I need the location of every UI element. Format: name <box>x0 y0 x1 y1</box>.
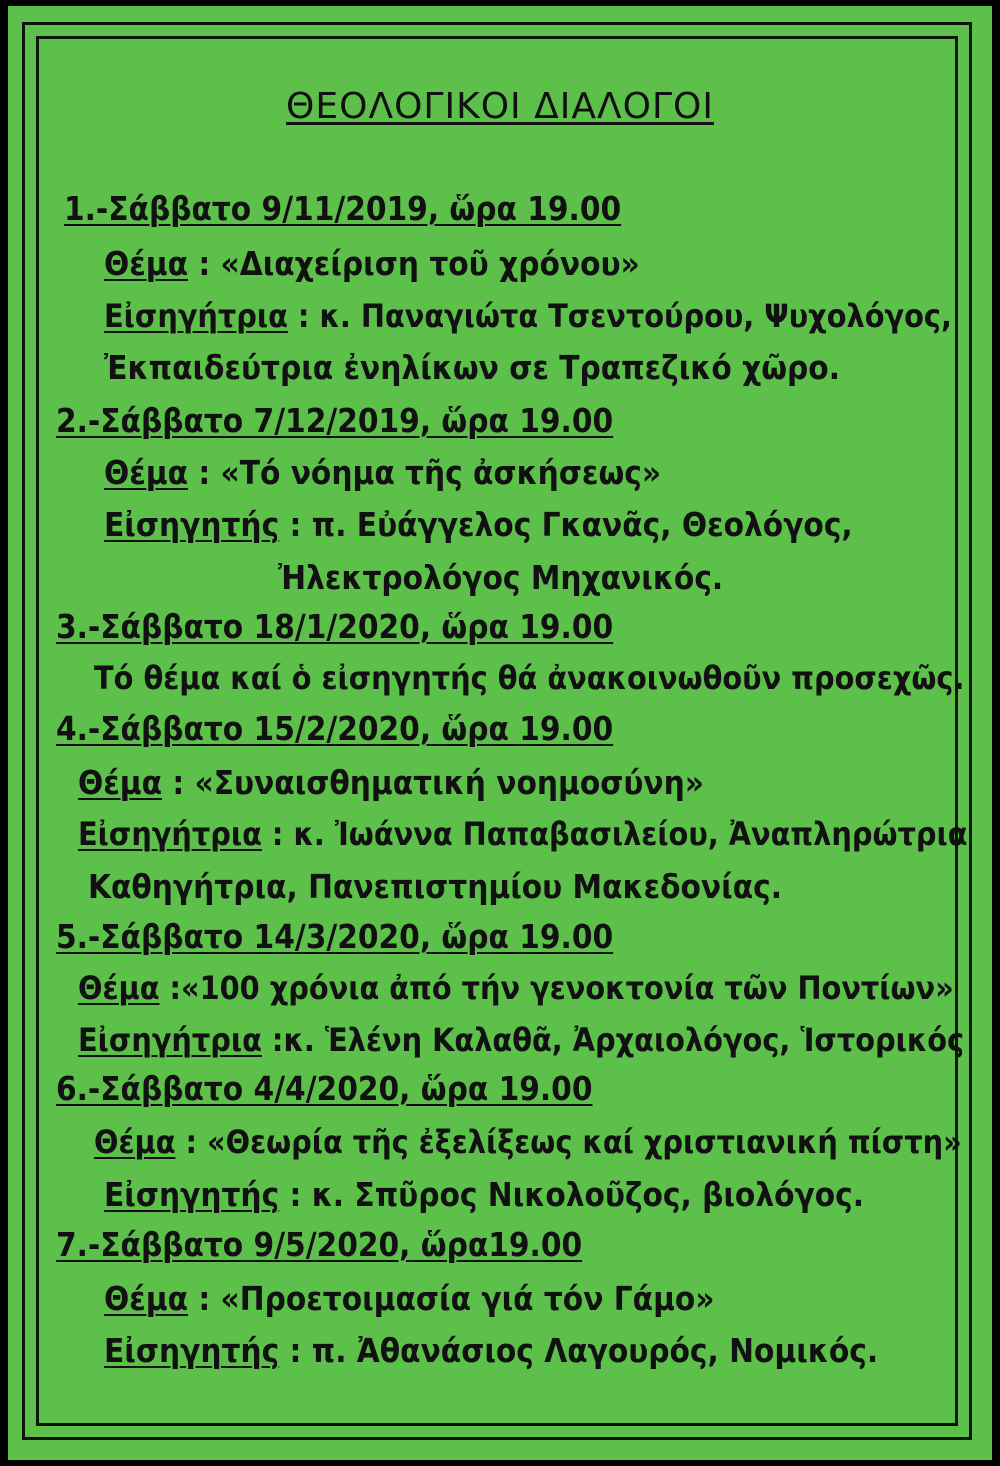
topic-text: : «Θεωρία τῆς ἐξελίξεως καί χριστιανική πίστη» <box>175 1123 962 1161</box>
speaker-text: : κ. Παναγιώτα Τσεντούρου, Ψυχολόγος, <box>287 297 952 335</box>
entry-1-heading: 1.-Σάββατο 9/11/2019, ὥρα 19.00 <box>64 189 622 228</box>
entry-6-speaker <box>104 1175 865 1214</box>
topic-text: :«100 χρόνια ἀπό τήν γενοκτονία τῶν Ποντίων» <box>159 969 954 1007</box>
page-title: ΘΕΟΛΟΓΙΚΟΙ ΔΙΑΛΟΓΟΙ <box>286 86 714 127</box>
entry-4-heading: 4.-Σάββατο 15/2/2020, ὥρα 19.00 <box>56 709 614 748</box>
entry-3-note: Τό θέμα καί ὁ εἰσηγητής θά ἀνακοινωθοῦν προσεχῶς. <box>94 659 965 697</box>
entry-7-speaker <box>104 1331 879 1370</box>
entry-6-topic <box>94 1123 962 1161</box>
entry-1-speaker <box>104 297 952 335</box>
speaker-label: Εἰσηγήτρια <box>104 297 288 335</box>
entry-2-speaker-cont: Ἠλεκτρολόγος Μηχανικός. <box>278 558 724 597</box>
speaker-label: Εἰσηγητής <box>104 1331 280 1370</box>
entry-4-speaker <box>78 815 968 853</box>
poster-sheet <box>8 6 992 1460</box>
topic-label: Θέμα <box>78 969 160 1007</box>
speaker-text: : κ. Ἰωάννα Παπαβασιλείου, Ἀναπληρώτρια <box>261 815 968 853</box>
entry-5-heading: 5.-Σάββατο 14/3/2020, ὥρα 19.00 <box>56 917 614 956</box>
entry-2-heading: 2.-Σάββατο 7/12/2019, ὥρα 19.00 <box>56 401 614 440</box>
topic-label: Θέμα <box>94 1123 176 1161</box>
entry-5-speaker <box>78 1021 965 1059</box>
speaker-label: Εἰσηγήτρια <box>78 1021 262 1059</box>
speaker-label: Εἰσηγήτρια <box>78 815 262 853</box>
speaker-label: Εἰσηγητής <box>104 505 280 544</box>
topic-text: : «Προετοιμασία γιά τόν Γάμο» <box>188 1279 715 1318</box>
topic-label: Θέμα <box>104 244 189 283</box>
entry-1-topic <box>104 244 640 283</box>
entry-2-topic <box>104 453 662 492</box>
speaker-text: : π. Ἀθανάσιος Λαγουρός, Νομικός. <box>279 1331 879 1370</box>
topic-text: : «Διαχείριση τοῦ χρόνου» <box>188 244 640 283</box>
speaker-text: : κ. Σπῦρος Νικολοῦζος, βιολόγος. <box>279 1175 865 1214</box>
entry-4-topic <box>78 763 704 802</box>
speaker-text: :κ. Ἑλένη Καλαθᾶ, Ἀρχαιολόγος, Ἱστορικός <box>261 1021 965 1059</box>
topic-text: : «Συναισθηματική νοημοσύνη» <box>162 763 704 802</box>
topic-label: Θέμα <box>104 453 189 492</box>
entry-7-topic <box>104 1279 715 1318</box>
entry-7-heading: 7.-Σάββατο 9/5/2020, ὥρα19.00 <box>56 1225 583 1264</box>
entry-6-heading: 6.-Σάββατο 4/4/2020, ὥρα 19.00 <box>56 1069 593 1108</box>
topic-text: : «Τό νόημα τῆς ἀσκήσεως» <box>188 453 662 492</box>
entry-4-speaker-cont: Καθηγήτρια, Πανεπιστημίου Μακεδονίας. <box>88 867 782 906</box>
speaker-label: Εἰσηγητής <box>104 1175 280 1214</box>
speaker-text: : π. Εὐάγγελος Γκανᾶς, Θεολόγος, <box>279 505 853 544</box>
entry-2-speaker <box>104 505 853 544</box>
topic-label: Θέμα <box>104 1279 189 1318</box>
entry-1-speaker-cont: Ἐκπαιδεύτρια ἐνηλίκων σε Τραπεζικό χῶρο. <box>104 348 840 387</box>
entry-5-topic <box>78 969 954 1007</box>
topic-label: Θέμα <box>78 763 163 802</box>
entry-3-heading: 3.-Σάββατο 18/1/2020, ὥρα 19.00 <box>56 607 614 646</box>
